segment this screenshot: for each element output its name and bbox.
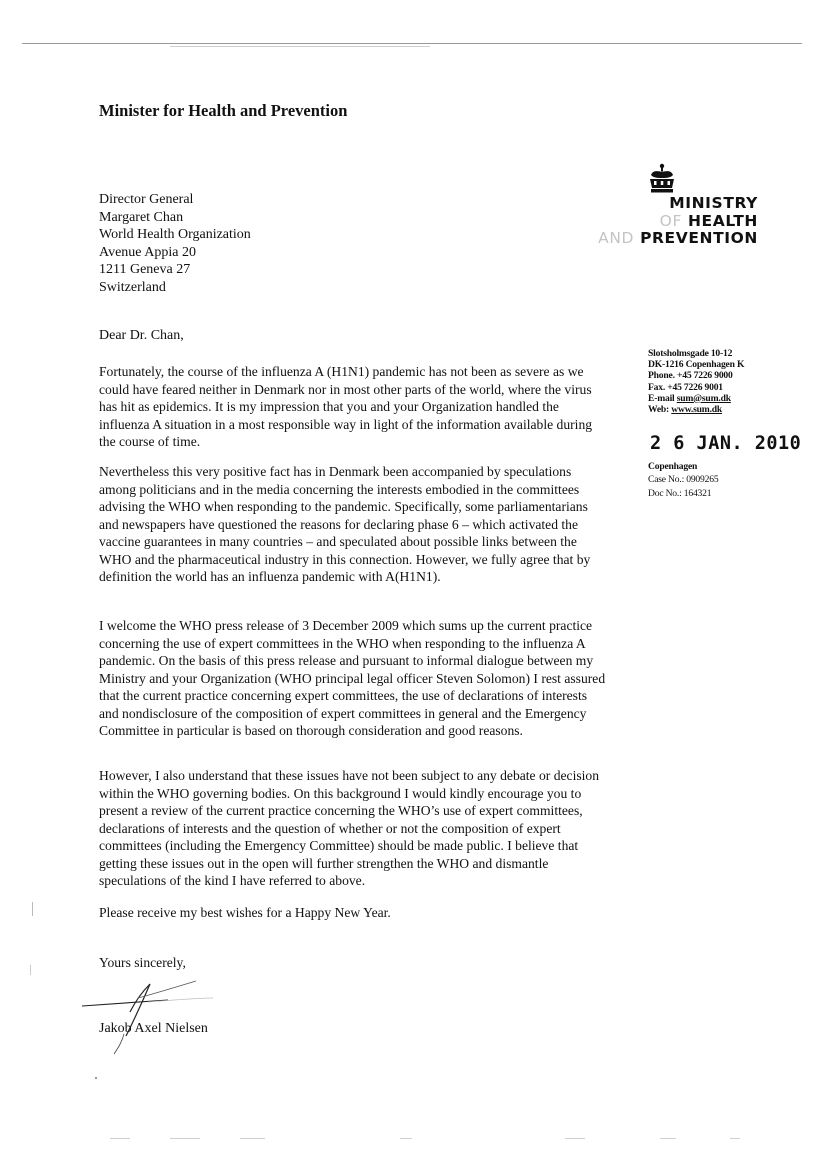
body-paragraph-3: I welcome the WHO press release of 3 December 2009 which sums up the current practice concerning the use of expert committees in the WHO when responding to the influenza A pandemic. On the basis of this press release and pursuant to informal dialogue between my Ministry and your Organization (WHO principal legal officer Steven Solomon) I rest assured that the current practice concerning expert committees, the use of declarations of interests and nondisclosure of the composition of expert committees in general and the Emergency Committee in particular is based on thorough consideration and good reasons. (99, 618, 606, 738)
address-line: World Health Organization (99, 227, 251, 243)
footer-scan-mark (400, 1138, 412, 1139)
web-label: Web: (648, 404, 672, 416)
closing: Yours sincerely, (99, 955, 186, 970)
date-stamp: 2 6 JAN. 2010 (650, 433, 802, 454)
web-line (648, 404, 744, 415)
scan-mark (30, 965, 31, 975)
recipient-address (99, 191, 251, 297)
street-address: Slotsholmsgade 10-12 (648, 348, 733, 359)
email-label: E-mail (648, 392, 677, 404)
footer-scan-mark (565, 1138, 585, 1139)
fax-number: Fax. +45 7226 9001 (648, 381, 723, 393)
address-line: Margaret Chan (99, 209, 184, 225)
footer-scan-mark (730, 1138, 740, 1139)
contact-block (648, 348, 744, 415)
city: Copenhagen (648, 461, 698, 472)
body-paragraph-4: However, I also understand that these issues have not been subject to any debate or decision within the WHO governing bodies. On this background I would kindly encourage you to present a review of the current practice concerning the WHO’s use of expert committees, declarations of interests and the question of whether or not the composition of expert committees (including the Emergency Committee) should be made public. I believe that getting these issues out in the open will further strengthen the WHO and dismantle speculations of the kind I have referred to above. (99, 768, 600, 888)
email-line (648, 393, 744, 404)
logo-bold-text: HEALTH (687, 211, 758, 230)
footer-scan-mark (660, 1138, 676, 1139)
footer-scan-mark (240, 1138, 265, 1139)
letterhead-title: Minister for Health and Prevention (99, 101, 348, 120)
body-paragraph-1: Fortunately, the course of the influenza A (H1N1) pandemic has not been as severe as we could have feared neither in Denmark nor in most other parts of the world, where the virus has hit as epidemics. It is my impression that you and your Organization handled the influenza A situation in a most responsible way in light of the information available during the course of time. (99, 364, 593, 449)
scan-mark (32, 902, 33, 916)
address-line: 1211 Geneva 27 (99, 262, 191, 278)
body-paragraph-5: Please receive my best wishes for a Happy New Year. (99, 905, 391, 920)
handwritten-signature (78, 976, 228, 1056)
phone-number: Phone. +45 7226 9000 (648, 370, 733, 382)
postal-address: DK-1216 Copenhagen K (648, 359, 745, 371)
logo-bold-text: MINISTRY (669, 194, 758, 212)
logo-bold-text: PREVENTION (640, 229, 758, 247)
reference-block (648, 460, 718, 500)
crown-icon (645, 163, 679, 195)
signer-name: Jakob Axel Nielsen (99, 1021, 208, 1036)
footer-scan-mark (170, 1138, 200, 1139)
logo-line-2 (598, 213, 758, 231)
scan-dot (95, 1077, 97, 1079)
address-line: Director General (99, 192, 194, 207)
address-line: Avenue Appia 20 (99, 244, 196, 260)
web-link[interactable]: www.sum.dk (671, 404, 723, 416)
logo-line-1 (598, 195, 758, 213)
case-number: Case No.: 0909265 (648, 474, 719, 486)
body-paragraph-2: Nevertheless this very positive fact has in Denmark been accompanied by speculations among politicians and in the media concerning the interests embodied in the committees advising the WHO when responding to the pandemic. Specifically, some parliamentarians and newspapers have questioned the reasons for declaring phase 6 – which activated the vaccine guarantees in many countries – and speculated about possible links between the WHO and the pharmaceutical industry in this connection. However, we fully agree that by definition the world has an influenza pandemic with A(H1N1). (99, 464, 591, 584)
logo-faint-text: AND (598, 229, 635, 247)
top-scan-line (22, 43, 802, 44)
doc-number: Doc No.: 164321 (648, 487, 712, 499)
footer-scan-mark (110, 1138, 130, 1139)
address-line: Switzerland (99, 279, 166, 295)
ministry-logo (598, 195, 758, 248)
logo-faint-text: OF (659, 211, 682, 230)
salutation: Dear Dr. Chan, (99, 328, 184, 343)
top-scan-line-faint (170, 46, 430, 47)
logo-line-3 (598, 230, 758, 248)
email-link[interactable]: sum@sum.dk (676, 392, 731, 404)
